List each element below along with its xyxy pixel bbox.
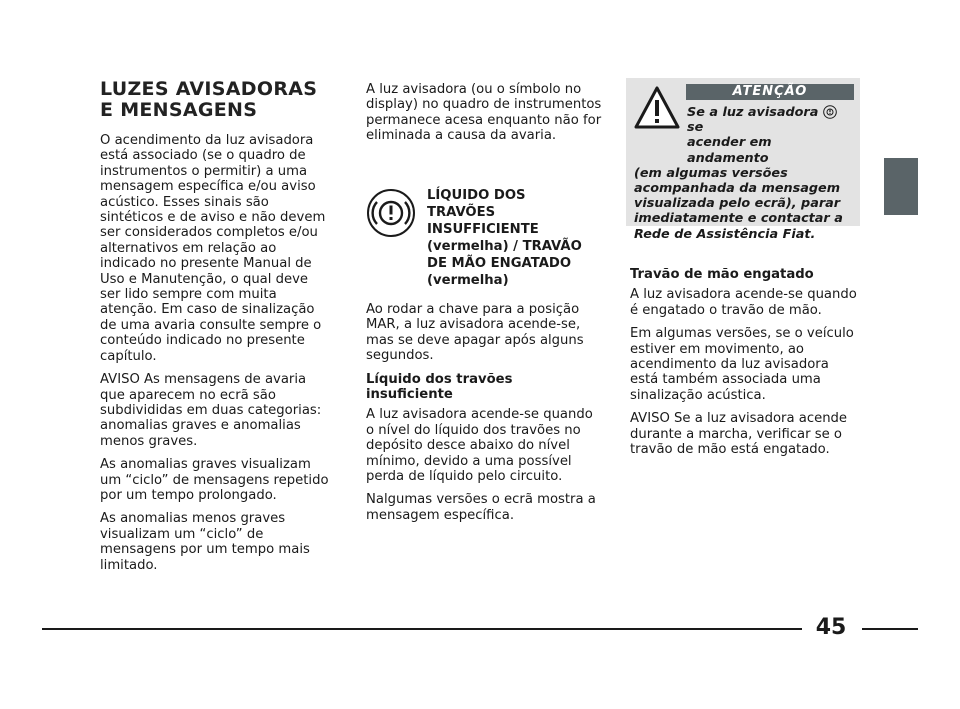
- paragraph: Em algumas versões, se o veículo estiver em movimento, ao acendimento da luz avisadora está também associada uma sinalização acústica.: [630, 326, 854, 403]
- subheading: Líquido dos travões insuficiente: [366, 371, 513, 403]
- page-number: 45: [815, 615, 847, 640]
- section-title: LUZES AVISADORAS E MENSAGENS: [100, 78, 318, 121]
- column-right: [630, 267, 860, 465]
- column-middle-body: [366, 302, 602, 531]
- footer-rule-right: [862, 628, 918, 630]
- attention-text: Se a luz avisadora se acender em andamento (em algumas versões acompanhada da mensagem visualizada pelo ecrã), parar imediatamente e contactar a Rede de Assistência Fiat.: [634, 105, 843, 242]
- paragraph: Nalgumas versões o ecrã mostra a mensagem específica.: [366, 492, 596, 523]
- attention-label: ATENÇÃO: [686, 84, 854, 100]
- brake-warning-icon: [366, 188, 416, 238]
- paragraph: A luz avisadora acende-se quando o nível do líquido dos travões no depósito desce abaixo do nível mínimo, devido a uma possível perda de líquido pelo circuito.: [366, 407, 593, 485]
- paragraph: AVISO As mensagens de avaria que aparecem no ecrã são subdivididas em duas categorias: anomalias graves e anomalias menos graves.: [100, 372, 322, 449]
- paragraph: A luz avisadora acende-se quando é engatado o travão de mão.: [630, 287, 857, 318]
- paragraph: A luz avisadora (ou o símbolo no display) no quadro de instrumentos permanece acesa enquanto não for eliminada a causa da avaria.: [366, 82, 602, 144]
- paragraph: AVISO Se a luz avisadora acende durante a marcha, verificar se o travão de mão está engatado.: [630, 411, 848, 458]
- paragraph: As anomalias graves visualizam um “ciclo” de mensagens repetido por um tempo prolongado.: [100, 457, 329, 503]
- paragraph: Ao rodar a chave para a posição MAR, a luz avisadora acende-se, mas se deve apagar após alguns segundos.: [366, 302, 584, 364]
- subheading: Travão de mão engatado: [630, 267, 814, 282]
- column-middle: [366, 82, 602, 152]
- chapter-tab: [884, 158, 918, 215]
- brake-warning-icon: [823, 105, 837, 119]
- attention-box: [626, 78, 860, 242]
- column-left: [100, 79, 332, 581]
- paragraph: As anomalias menos graves visualizam um “ciclo” de mensagens por um tempo mais limitado.: [100, 511, 310, 573]
- footer-rule-left: [42, 628, 802, 630]
- paragraph: O acendimento da luz avisadora está associado (se o quadro de instrumentos o permitir) a uma mensagem específica e/ou aviso acústico. Esses sinais são sintéticos e de aviso e não devem ser considerados completos e/ou alternativos em relação ao indicado no presente Manual de Uso e Manutenção, o qual deve ser lido sempre com muita atenção. Em caso de sinalização de uma avaria consulte sempre o conteúdo indicado no presente capítulo.: [100, 133, 326, 364]
- warning-light-heading: LÍQUIDO DOS TRAVÕES INSUFFICIENTE (vermelha) / TRAVÃO DE MÃO ENGATADO (vermelha): [427, 188, 582, 288]
